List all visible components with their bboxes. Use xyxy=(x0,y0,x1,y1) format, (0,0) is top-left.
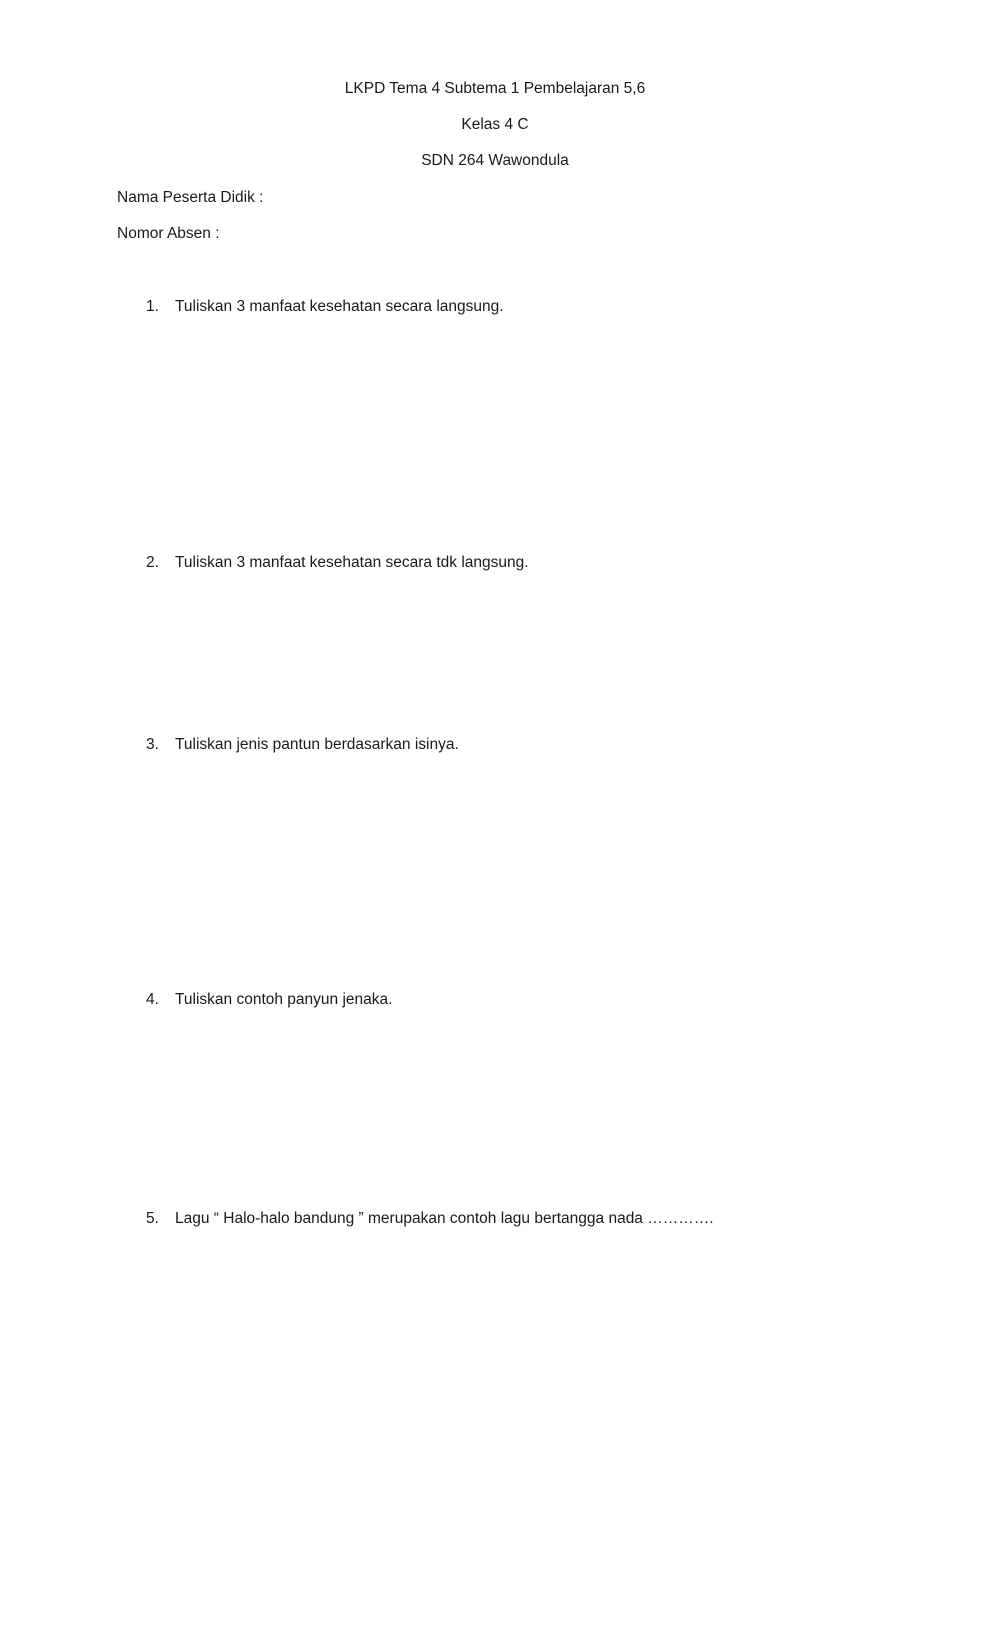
question-number: 3. xyxy=(146,736,159,753)
question-2 xyxy=(146,554,529,572)
class-label: Kelas 4 C xyxy=(461,116,529,133)
question-number: 1. xyxy=(146,298,159,315)
question-1 xyxy=(146,298,504,316)
question-number: 5. xyxy=(146,1210,159,1227)
student-name-label: Nama Peserta Didik : xyxy=(117,189,264,206)
question-text: Tuliskan 3 manfaat kesehatan secara tdk langsung. xyxy=(175,554,529,571)
question-text: Lagu “ Halo-halo bandung ” merupakan contoh lagu bertangga nada …………. xyxy=(175,1210,714,1227)
school-label: SDN 264 Wawondula xyxy=(421,152,569,169)
question-text: Tuliskan 3 manfaat kesehatan secara langsung. xyxy=(175,298,504,315)
attendance-number-label: Nomor Absen : xyxy=(117,225,220,242)
question-number: 2. xyxy=(146,554,159,571)
question-3 xyxy=(146,736,459,754)
question-number: 4. xyxy=(146,991,159,1008)
worksheet-title: LKPD Tema 4 Subtema 1 Pembelajaran 5,6 xyxy=(344,80,646,97)
question-5 xyxy=(146,1210,714,1228)
question-text: Tuliskan jenis pantun berdasarkan isinya. xyxy=(175,736,459,753)
question-text: Tuliskan contoh panyun jenaka. xyxy=(175,991,393,1008)
question-4 xyxy=(146,991,392,1009)
